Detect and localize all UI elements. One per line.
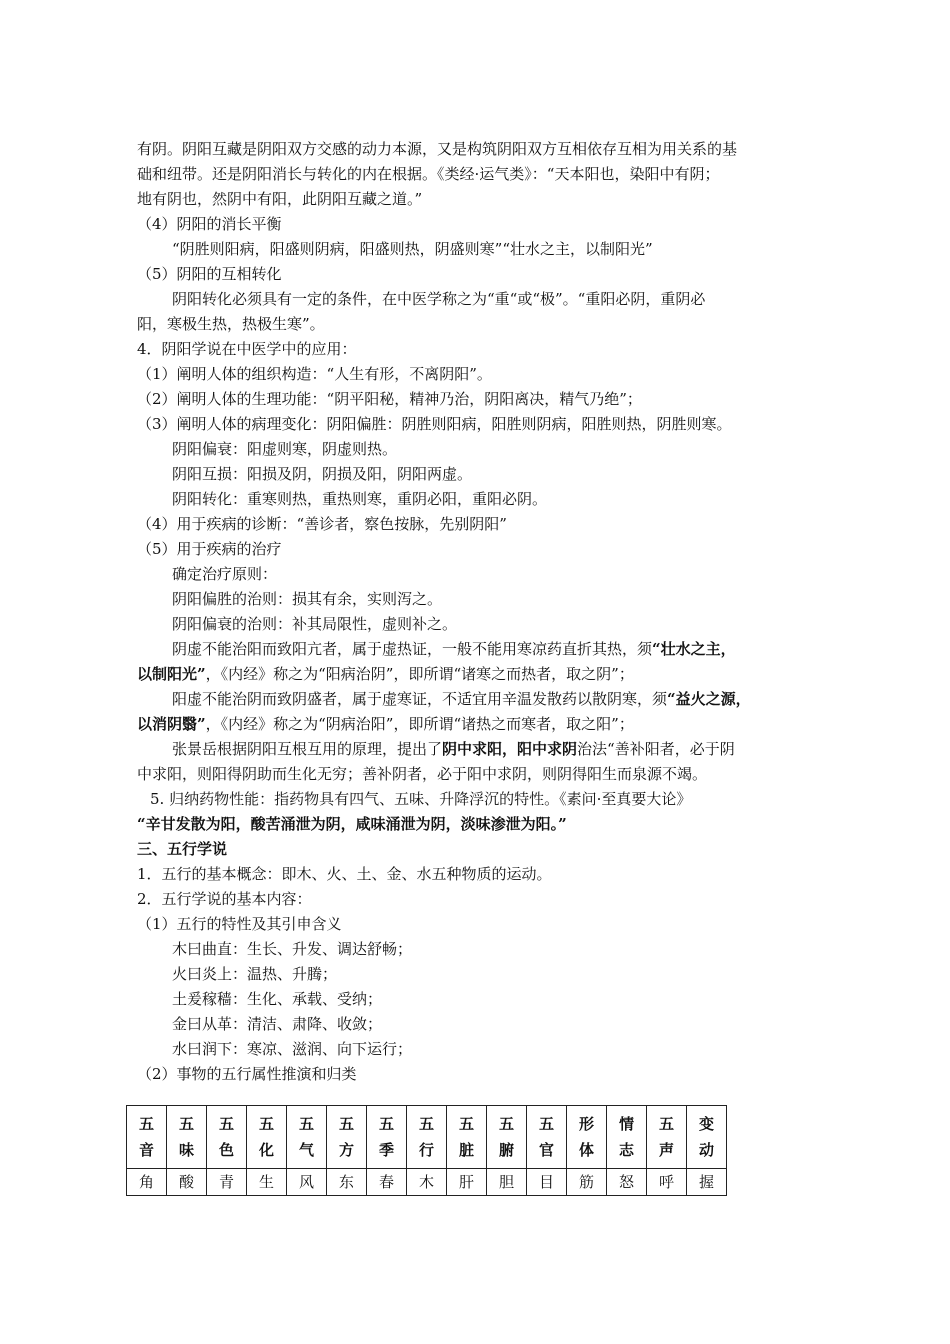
list-item: 确定治疗原则： bbox=[172, 565, 278, 583]
list-item: 木曰曲直：生长、升发、调达舒畅； bbox=[172, 940, 413, 958]
paragraph-zhang-line2: 中求阳，则阳得阴助而生化无穷；善补阴者，必于阳中求阴，则阴得阳生而泉源不竭。 bbox=[137, 765, 708, 783]
paragraph-line: 阳，寒极生热，热极生寒”。 bbox=[137, 315, 325, 333]
list-item: 阴阳偏胜的治则：损其有余，实则泻之。 bbox=[172, 590, 443, 608]
paragraph-guina-line2: “辛甘发散为阳，酸苦涌泄为阴，咸味涌泄为阴，淡味渗泄为阳。” bbox=[137, 815, 567, 833]
paragraph-line: 有阴。阴阳互藏是阴阳双方交感的动力本源，又是构筑阴阳双方互相依存互相为用关系的基 bbox=[137, 140, 738, 158]
table-cell: 握 bbox=[687, 1169, 727, 1196]
list-item: 火曰炎上：温热、升腾； bbox=[172, 965, 338, 983]
table-cell: 角 bbox=[127, 1169, 167, 1196]
five-elements-table bbox=[126, 1105, 727, 1196]
list-item: （2）阐明人体的生理功能：“阴平阳秘，精神乃治，阴阳离决，精气乃绝”； bbox=[137, 390, 642, 408]
header-cell: 五 气 bbox=[287, 1106, 327, 1169]
header-cell: 五 声 bbox=[647, 1106, 687, 1169]
table-cell: 青 bbox=[207, 1169, 247, 1196]
list-item: （5）用于疾病的治疗 bbox=[137, 540, 282, 558]
subheading: （5）阴阳的互相转化 bbox=[137, 265, 282, 283]
bold-text: 以消阴翳” bbox=[137, 715, 206, 733]
list-item: 水曰润下：寒凉、滋润、向下运行； bbox=[172, 1040, 413, 1058]
table-cell: 呼 bbox=[647, 1169, 687, 1196]
bold-text: 以制阳光” bbox=[137, 665, 206, 683]
list-item: 1．五行的基本概念：即木、火、土、金、水五种物质的运动。 bbox=[137, 865, 552, 883]
list-item: （4）用于疾病的诊断：“善诊者，察色按脉，先别阴阳” bbox=[137, 515, 507, 533]
paragraph-zhang-line1 bbox=[172, 739, 735, 759]
paragraph-yinxu-line2 bbox=[137, 664, 634, 684]
header-cell: 五 方 bbox=[327, 1106, 367, 1169]
header-cell: 五 季 bbox=[367, 1106, 407, 1169]
header-cell: 五 腑 bbox=[487, 1106, 527, 1169]
list-item: （3）阐明人体的病理变化：阴阳偏胜：阴胜则阳病，阳胜则阴病，阳胜则热，阴胜则寒。 bbox=[137, 415, 732, 433]
bold-text: 阴中求阳，阳中求阴 bbox=[442, 740, 578, 758]
paragraph-line: 地有阴也，然阴中有阳，此阴阳互藏之道。” bbox=[137, 190, 423, 208]
header-cell: 五 行 bbox=[407, 1106, 447, 1169]
list-item: 土爰稼穑：生化、承载、受纳； bbox=[172, 990, 383, 1008]
table-row bbox=[127, 1169, 727, 1196]
header-cell: 变 动 bbox=[687, 1106, 727, 1169]
list-item: 阴阳偏衰：阳虚则寒，阴虚则热。 bbox=[172, 440, 398, 458]
list-item: （1）阐明人体的组织构造：“人生有形，不离阴阳”。 bbox=[137, 365, 492, 383]
bold-text: “壮水之主， bbox=[652, 640, 736, 658]
table-cell: 生 bbox=[247, 1169, 287, 1196]
table-cell: 春 bbox=[367, 1169, 407, 1196]
text: 张景岳根据阴阳互根互用的原理，提出了 bbox=[172, 740, 443, 758]
subheading: （4）阴阳的消长平衡 bbox=[137, 215, 282, 233]
table-cell: 东 bbox=[327, 1169, 367, 1196]
subheading: （1）五行的特性及其引申含义 bbox=[137, 915, 342, 933]
paragraph-line: 础和纽带。还是阴阳消长与转化的内在根据。《类经·运气类》：“天本阳也，染阳中有阴； bbox=[137, 165, 720, 183]
quote-line: “阴胜则阳病，阳盛则阴病，阳盛则热，阴盛则寒”“壮水之主，以制阳光” bbox=[172, 240, 653, 258]
table-cell: 酸 bbox=[167, 1169, 207, 1196]
header-cell: 形 体 bbox=[567, 1106, 607, 1169]
header-cell: 五 色 bbox=[207, 1106, 247, 1169]
paragraph-line: 阴阳转化必须具有一定的条件，在中医学称之为“重“或“极”。“重阳必阴，重阴必 bbox=[172, 290, 706, 308]
paragraph-guina-line1: 5. 归纳药物性能：指药物具有四气、五味、升降浮沉的特性。《素问·至真要大论》 bbox=[150, 790, 692, 808]
header-cell: 五 化 bbox=[247, 1106, 287, 1169]
header-cell: 五 音 bbox=[127, 1106, 167, 1169]
table-cell: 木 bbox=[407, 1169, 447, 1196]
text: ，《内经》称之为“阳病治阴”，即所谓“诸寒之而热者，取之阴”； bbox=[205, 665, 634, 683]
section-title: 三、五行学说 bbox=[137, 840, 228, 858]
paragraph-yangxu-line2 bbox=[137, 714, 634, 734]
table-cell: 肝 bbox=[447, 1169, 487, 1196]
table-header-row bbox=[127, 1106, 727, 1169]
header-cell: 五 味 bbox=[167, 1106, 207, 1169]
table-cell: 筋 bbox=[567, 1169, 607, 1196]
text: 阳虚不能治阴而致阴盛者，属于虚寒证，不适宜用辛温发散药以散阴寒，须 bbox=[172, 690, 668, 708]
list-item: 阴阳偏衰的治则：补其局限性，虚则补之。 bbox=[172, 615, 458, 633]
list-item: 2．五行学说的基本内容： bbox=[137, 890, 312, 908]
text: ，《内经》称之为“阴病治阳”，即所谓“诸热之而寒者，取之阳”； bbox=[205, 715, 634, 733]
table-cell: 风 bbox=[287, 1169, 327, 1196]
header-cell: 五 官 bbox=[527, 1106, 567, 1169]
paragraph-yinxu-line1 bbox=[172, 639, 736, 659]
text: 阴虚不能治阳而致阳亢者，属于虚热证，一般不能用寒凉药直折其热，须 bbox=[172, 640, 653, 658]
list-item: 阴阳互损：阳损及阴，阴损及阳，阴阳两虚。 bbox=[172, 465, 473, 483]
text: 治法“善补阳者，必于阴 bbox=[577, 740, 735, 758]
bold-text: “益火之源， bbox=[667, 690, 751, 708]
header-cell: 五 脏 bbox=[447, 1106, 487, 1169]
list-item: 金曰从革：清洁、肃降、收敛； bbox=[172, 1015, 383, 1033]
header-cell: 情 志 bbox=[607, 1106, 647, 1169]
table-cell: 胆 bbox=[487, 1169, 527, 1196]
table-cell: 目 bbox=[527, 1169, 567, 1196]
table-cell: 怒 bbox=[607, 1169, 647, 1196]
subheading: （2）事物的五行属性推演和归类 bbox=[137, 1065, 357, 1083]
paragraph-yangxu-line1 bbox=[172, 689, 751, 709]
list-item: 阴阳转化：重寒则热，重热则寒，重阴必阳，重阳必阴。 bbox=[172, 490, 548, 508]
heading: 4．阴阳学说在中医学中的应用： bbox=[137, 340, 357, 358]
